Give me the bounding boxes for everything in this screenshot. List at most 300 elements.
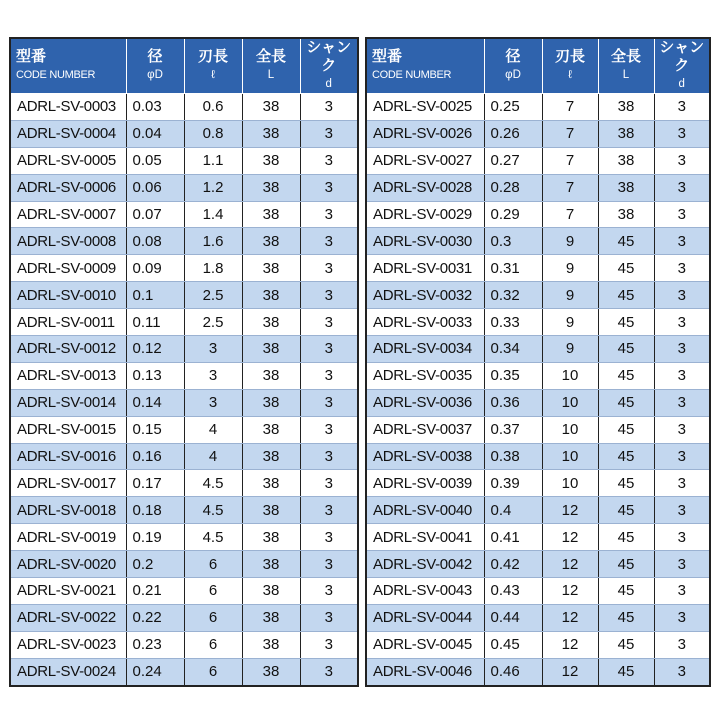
cell-shank: 3 <box>300 497 358 524</box>
table-row <box>10 416 358 443</box>
cell-flute-length: 9 <box>542 336 598 363</box>
cell-flute-length: 7 <box>542 174 598 201</box>
cell-flute-length: 7 <box>542 120 598 147</box>
cell-flute-length: 12 <box>542 604 598 631</box>
cell-overall-length: 38 <box>598 147 654 174</box>
table-row <box>10 631 358 658</box>
table-row <box>366 201 710 228</box>
cell-code-number: ADRL-SV-0045 <box>366 631 484 658</box>
header-diameter <box>126 38 184 94</box>
cell-overall-length: 38 <box>242 94 300 121</box>
cell-diameter: 0.14 <box>126 389 184 416</box>
cell-code-number: ADRL-SV-0007 <box>10 201 126 228</box>
cell-overall-length: 38 <box>242 470 300 497</box>
cell-diameter: 0.39 <box>484 470 542 497</box>
header-sub-label: d <box>325 78 332 90</box>
cell-overall-length: 45 <box>598 443 654 470</box>
cell-diameter: 0.16 <box>126 443 184 470</box>
cell-diameter: 0.23 <box>126 631 184 658</box>
cell-overall-length: 45 <box>598 631 654 658</box>
cell-flute-length: 1.6 <box>184 228 242 255</box>
cell-overall-length: 38 <box>242 443 300 470</box>
cell-flute-length: 4.5 <box>184 524 242 551</box>
cell-code-number: ADRL-SV-0018 <box>10 497 126 524</box>
table-row <box>10 443 358 470</box>
cell-diameter: 0.45 <box>484 631 542 658</box>
header-shank <box>300 38 358 94</box>
header-label: 刃長 <box>197 48 228 65</box>
cell-code-number: ADRL-SV-0006 <box>10 174 126 201</box>
spec-table-left <box>9 37 359 687</box>
cell-code-number: ADRL-SV-0032 <box>366 282 484 309</box>
cell-shank: 3 <box>300 362 358 389</box>
cell-diameter: 0.05 <box>126 147 184 174</box>
cell-shank: 3 <box>300 631 358 658</box>
header-diameter <box>484 38 542 94</box>
cell-overall-length: 38 <box>242 578 300 605</box>
header-sub-label: φD <box>505 69 521 81</box>
cell-code-number: ADRL-SV-0017 <box>10 470 126 497</box>
header-label: 全長 <box>610 48 641 65</box>
cell-code-number: ADRL-SV-0021 <box>10 578 126 605</box>
cell-diameter: 0.03 <box>126 94 184 121</box>
spec-table-body <box>10 94 358 686</box>
table-row <box>10 201 358 228</box>
cell-shank: 3 <box>300 120 358 147</box>
cell-overall-length: 38 <box>242 658 300 685</box>
cell-shank: 3 <box>300 658 358 685</box>
cell-flute-length: 4 <box>184 443 242 470</box>
table-row <box>10 470 358 497</box>
cell-shank: 3 <box>654 362 710 389</box>
table-row <box>10 120 358 147</box>
cell-code-number: ADRL-SV-0013 <box>10 362 126 389</box>
cell-code-number: ADRL-SV-0035 <box>366 362 484 389</box>
cell-shank: 3 <box>654 389 710 416</box>
cell-shank: 3 <box>654 578 710 605</box>
header-label: 全長 <box>255 48 286 65</box>
cell-code-number: ADRL-SV-0015 <box>10 416 126 443</box>
cell-shank: 3 <box>300 228 358 255</box>
cell-diameter: 0.07 <box>126 201 184 228</box>
header-code-number <box>366 38 484 94</box>
cell-diameter: 0.12 <box>126 336 184 363</box>
cell-flute-length: 2.5 <box>184 309 242 336</box>
cell-overall-length: 45 <box>598 470 654 497</box>
cell-flute-length: 10 <box>542 443 598 470</box>
cell-shank: 3 <box>654 255 710 282</box>
cell-shank: 3 <box>300 309 358 336</box>
cell-code-number: ADRL-SV-0046 <box>366 658 484 685</box>
cell-code-number: ADRL-SV-0003 <box>10 94 126 121</box>
cell-flute-length: 9 <box>542 228 598 255</box>
cell-diameter: 0.38 <box>484 443 542 470</box>
cell-shank: 3 <box>654 120 710 147</box>
cell-shank: 3 <box>300 524 358 551</box>
cell-diameter: 0.04 <box>126 120 184 147</box>
cell-flute-length: 12 <box>542 551 598 578</box>
table-row <box>366 658 710 685</box>
table-row <box>366 443 710 470</box>
cell-shank: 3 <box>300 416 358 443</box>
header-sub-label: ℓ <box>568 69 572 81</box>
cell-code-number: ADRL-SV-0014 <box>10 389 126 416</box>
cell-code-number: ADRL-SV-0011 <box>10 309 126 336</box>
cell-code-number: ADRL-SV-0044 <box>366 604 484 631</box>
header-label: 径 <box>505 48 521 65</box>
cell-overall-length: 38 <box>598 94 654 121</box>
cell-overall-length: 38 <box>242 309 300 336</box>
cell-flute-length: 3 <box>184 362 242 389</box>
cell-diameter: 0.18 <box>126 497 184 524</box>
cell-code-number: ADRL-SV-0041 <box>366 524 484 551</box>
cell-diameter: 0.41 <box>484 524 542 551</box>
table-row <box>10 578 358 605</box>
cell-flute-length: 6 <box>184 604 242 631</box>
cell-overall-length: 38 <box>242 631 300 658</box>
cell-overall-length: 38 <box>242 497 300 524</box>
cell-flute-length: 6 <box>184 631 242 658</box>
table-row <box>10 604 358 631</box>
cell-shank: 3 <box>654 551 710 578</box>
cell-code-number: ADRL-SV-0040 <box>366 497 484 524</box>
table-row <box>10 309 358 336</box>
table-row <box>10 389 358 416</box>
cell-flute-length: 4.5 <box>184 497 242 524</box>
cell-code-number: ADRL-SV-0023 <box>10 631 126 658</box>
cell-diameter: 0.25 <box>484 94 542 121</box>
cell-shank: 3 <box>654 658 710 685</box>
table-row <box>366 497 710 524</box>
table-row <box>10 497 358 524</box>
table-row <box>366 228 710 255</box>
cell-overall-length: 45 <box>598 336 654 363</box>
cell-shank: 3 <box>300 389 358 416</box>
cell-flute-length: 1.2 <box>184 174 242 201</box>
cell-diameter: 0.15 <box>126 416 184 443</box>
table-row <box>10 255 358 282</box>
cell-flute-length: 3 <box>184 336 242 363</box>
cell-overall-length: 45 <box>598 524 654 551</box>
cell-overall-length: 45 <box>598 604 654 631</box>
table-row <box>366 336 710 363</box>
cell-overall-length: 38 <box>242 174 300 201</box>
cell-shank: 3 <box>654 604 710 631</box>
cell-diameter: 0.27 <box>484 147 542 174</box>
cell-flute-length: 7 <box>542 147 598 174</box>
header-flute-length <box>542 38 598 94</box>
spec-table-header <box>366 38 710 94</box>
header-code-number <box>10 38 126 94</box>
cell-flute-length: 1.1 <box>184 147 242 174</box>
cell-flute-length: 9 <box>542 309 598 336</box>
table-row <box>366 524 710 551</box>
cell-overall-length: 45 <box>598 578 654 605</box>
cell-overall-length: 38 <box>242 201 300 228</box>
cell-code-number: ADRL-SV-0037 <box>366 416 484 443</box>
cell-flute-length: 7 <box>542 94 598 121</box>
header-label: 刃長 <box>554 48 585 65</box>
cell-flute-length: 12 <box>542 658 598 685</box>
cell-diameter: 0.42 <box>484 551 542 578</box>
table-row <box>366 631 710 658</box>
header-sub-label: φD <box>147 69 163 81</box>
table-row <box>10 362 358 389</box>
cell-flute-length: 6 <box>184 578 242 605</box>
cell-overall-length: 38 <box>242 282 300 309</box>
cell-code-number: ADRL-SV-0026 <box>366 120 484 147</box>
cell-code-number: ADRL-SV-0022 <box>10 604 126 631</box>
cell-diameter: 0.32 <box>484 282 542 309</box>
cell-overall-length: 45 <box>598 309 654 336</box>
table-row <box>366 309 710 336</box>
cell-code-number: ADRL-SV-0039 <box>366 470 484 497</box>
cell-overall-length: 45 <box>598 282 654 309</box>
cell-diameter: 0.3 <box>484 228 542 255</box>
table-row <box>10 658 358 685</box>
cell-diameter: 0.31 <box>484 255 542 282</box>
cell-diameter: 0.1 <box>126 282 184 309</box>
table-row <box>366 604 710 631</box>
cell-flute-length: 12 <box>542 524 598 551</box>
spec-table-header <box>10 38 358 94</box>
cell-code-number: ADRL-SV-0033 <box>366 309 484 336</box>
cell-diameter: 0.13 <box>126 362 184 389</box>
table-row <box>10 174 358 201</box>
cell-shank: 3 <box>300 604 358 631</box>
cell-diameter: 0.26 <box>484 120 542 147</box>
cell-overall-length: 38 <box>242 120 300 147</box>
cell-shank: 3 <box>654 94 710 121</box>
cell-diameter: 0.4 <box>484 497 542 524</box>
cell-overall-length: 45 <box>598 497 654 524</box>
cell-flute-length: 1.8 <box>184 255 242 282</box>
cell-code-number: ADRL-SV-0005 <box>10 147 126 174</box>
cell-code-number: ADRL-SV-0030 <box>366 228 484 255</box>
cell-diameter: 0.11 <box>126 309 184 336</box>
table-row <box>366 282 710 309</box>
header-label: 型番 <box>16 48 47 65</box>
cell-shank: 3 <box>654 228 710 255</box>
cell-diameter: 0.37 <box>484 416 542 443</box>
cell-code-number: ADRL-SV-0010 <box>10 282 126 309</box>
table-row <box>366 362 710 389</box>
cell-diameter: 0.06 <box>126 174 184 201</box>
cell-diameter: 0.22 <box>126 604 184 631</box>
cell-code-number: ADRL-SV-0016 <box>10 443 126 470</box>
cell-overall-length: 38 <box>242 362 300 389</box>
cell-shank: 3 <box>654 443 710 470</box>
cell-diameter: 0.2 <box>126 551 184 578</box>
cell-overall-length: 38 <box>242 416 300 443</box>
cell-code-number: ADRL-SV-0031 <box>366 255 484 282</box>
table-row <box>10 336 358 363</box>
cell-overall-length: 45 <box>598 416 654 443</box>
cell-code-number: ADRL-SV-0034 <box>366 336 484 363</box>
cell-shank: 3 <box>300 201 358 228</box>
cell-code-number: ADRL-SV-0042 <box>366 551 484 578</box>
cell-diameter: 0.08 <box>126 228 184 255</box>
cell-flute-length: 12 <box>542 578 598 605</box>
cell-code-number: ADRL-SV-0009 <box>10 255 126 282</box>
cell-shank: 3 <box>300 174 358 201</box>
header-flute-length <box>184 38 242 94</box>
cell-flute-length: 6 <box>184 658 242 685</box>
cell-overall-length: 45 <box>598 551 654 578</box>
table-row <box>10 94 358 121</box>
cell-shank: 3 <box>654 309 710 336</box>
cell-overall-length: 45 <box>598 658 654 685</box>
table-row <box>10 228 358 255</box>
cell-overall-length: 38 <box>598 120 654 147</box>
cell-diameter: 0.34 <box>484 336 542 363</box>
cell-diameter: 0.21 <box>126 578 184 605</box>
cell-shank: 3 <box>654 201 710 228</box>
cell-code-number: ADRL-SV-0029 <box>366 201 484 228</box>
header-label: シャンク <box>306 39 352 74</box>
cell-shank: 3 <box>300 147 358 174</box>
cell-shank: 3 <box>654 524 710 551</box>
cell-code-number: ADRL-SV-0012 <box>10 336 126 363</box>
cell-flute-length: 6 <box>184 551 242 578</box>
table-row <box>366 470 710 497</box>
header-sub-label: L <box>622 69 630 81</box>
cell-flute-length: 4 <box>184 416 242 443</box>
table-row <box>366 551 710 578</box>
table-row <box>10 282 358 309</box>
header-label: 径 <box>147 48 163 65</box>
table-row <box>10 524 358 551</box>
cell-flute-length: 12 <box>542 631 598 658</box>
cell-diameter: 0.46 <box>484 658 542 685</box>
cell-flute-length: 10 <box>542 389 598 416</box>
cell-code-number: ADRL-SV-0004 <box>10 120 126 147</box>
header-sub-label: d <box>678 78 685 90</box>
header-label: シャンク <box>659 39 705 74</box>
cell-shank: 3 <box>300 255 358 282</box>
cell-code-number: ADRL-SV-0008 <box>10 228 126 255</box>
cell-flute-length: 1.4 <box>184 201 242 228</box>
cell-diameter: 0.28 <box>484 174 542 201</box>
cell-flute-length: 3 <box>184 389 242 416</box>
header-overall-length <box>242 38 300 94</box>
table-row <box>366 578 710 605</box>
cell-code-number: ADRL-SV-0027 <box>366 147 484 174</box>
cell-code-number: ADRL-SV-0043 <box>366 578 484 605</box>
cell-code-number: ADRL-SV-0019 <box>10 524 126 551</box>
cell-diameter: 0.17 <box>126 470 184 497</box>
cell-overall-length: 38 <box>598 174 654 201</box>
table-row <box>366 147 710 174</box>
header-sub-label: CODE NUMBER <box>16 69 96 81</box>
cell-shank: 3 <box>300 551 358 578</box>
table-row <box>10 147 358 174</box>
cell-overall-length: 38 <box>242 255 300 282</box>
cell-diameter: 0.09 <box>126 255 184 282</box>
table-row <box>366 389 710 416</box>
header-overall-length <box>598 38 654 94</box>
table-row <box>366 120 710 147</box>
table-row <box>366 174 710 201</box>
cell-shank: 3 <box>654 336 710 363</box>
cell-shank: 3 <box>654 282 710 309</box>
cell-diameter: 0.29 <box>484 201 542 228</box>
table-row <box>366 416 710 443</box>
cell-shank: 3 <box>300 578 358 605</box>
cell-diameter: 0.44 <box>484 604 542 631</box>
cell-code-number: ADRL-SV-0028 <box>366 174 484 201</box>
cell-flute-length: 9 <box>542 255 598 282</box>
cell-flute-length: 4.5 <box>184 470 242 497</box>
cell-flute-length: 10 <box>542 362 598 389</box>
cell-flute-length: 9 <box>542 282 598 309</box>
cell-shank: 3 <box>654 147 710 174</box>
cell-flute-length: 2.5 <box>184 282 242 309</box>
cell-diameter: 0.43 <box>484 578 542 605</box>
cell-flute-length: 0.6 <box>184 94 242 121</box>
cell-overall-length: 38 <box>242 336 300 363</box>
cell-code-number: ADRL-SV-0038 <box>366 443 484 470</box>
table-row <box>366 255 710 282</box>
spec-table-body <box>366 94 710 686</box>
header-sub-label: L <box>267 69 275 81</box>
cell-shank: 3 <box>300 336 358 363</box>
cell-shank: 3 <box>654 174 710 201</box>
header-shank <box>654 38 710 94</box>
header-label: 型番 <box>372 48 403 65</box>
cell-overall-length: 38 <box>242 228 300 255</box>
cell-overall-length: 38 <box>242 604 300 631</box>
cell-shank: 3 <box>654 470 710 497</box>
cell-shank: 3 <box>654 631 710 658</box>
cell-code-number: ADRL-SV-0025 <box>366 94 484 121</box>
cell-flute-length: 7 <box>542 201 598 228</box>
cell-flute-length: 12 <box>542 497 598 524</box>
cell-diameter: 0.24 <box>126 658 184 685</box>
cell-overall-length: 38 <box>242 524 300 551</box>
header-sub-label: CODE NUMBER <box>372 69 452 81</box>
cell-diameter: 0.35 <box>484 362 542 389</box>
table-row <box>10 551 358 578</box>
cell-diameter: 0.36 <box>484 389 542 416</box>
spec-table-right <box>365 37 711 687</box>
cell-overall-length: 38 <box>242 389 300 416</box>
cell-overall-length: 45 <box>598 255 654 282</box>
cell-overall-length: 45 <box>598 228 654 255</box>
cell-overall-length: 38 <box>598 201 654 228</box>
cell-code-number: ADRL-SV-0036 <box>366 389 484 416</box>
cell-overall-length: 45 <box>598 389 654 416</box>
cell-shank: 3 <box>300 443 358 470</box>
cell-overall-length: 38 <box>242 147 300 174</box>
cell-diameter: 0.33 <box>484 309 542 336</box>
cell-code-number: ADRL-SV-0020 <box>10 551 126 578</box>
table-row <box>366 94 710 121</box>
cell-flute-length: 10 <box>542 416 598 443</box>
cell-flute-length: 10 <box>542 470 598 497</box>
cell-shank: 3 <box>300 470 358 497</box>
cell-flute-length: 0.8 <box>184 120 242 147</box>
cell-shank: 3 <box>654 497 710 524</box>
cell-overall-length: 38 <box>242 551 300 578</box>
cell-diameter: 0.19 <box>126 524 184 551</box>
cell-shank: 3 <box>300 94 358 121</box>
cell-code-number: ADRL-SV-0024 <box>10 658 126 685</box>
cell-shank: 3 <box>654 416 710 443</box>
cell-overall-length: 45 <box>598 362 654 389</box>
cell-shank: 3 <box>300 282 358 309</box>
header-sub-label: ℓ <box>211 69 215 81</box>
